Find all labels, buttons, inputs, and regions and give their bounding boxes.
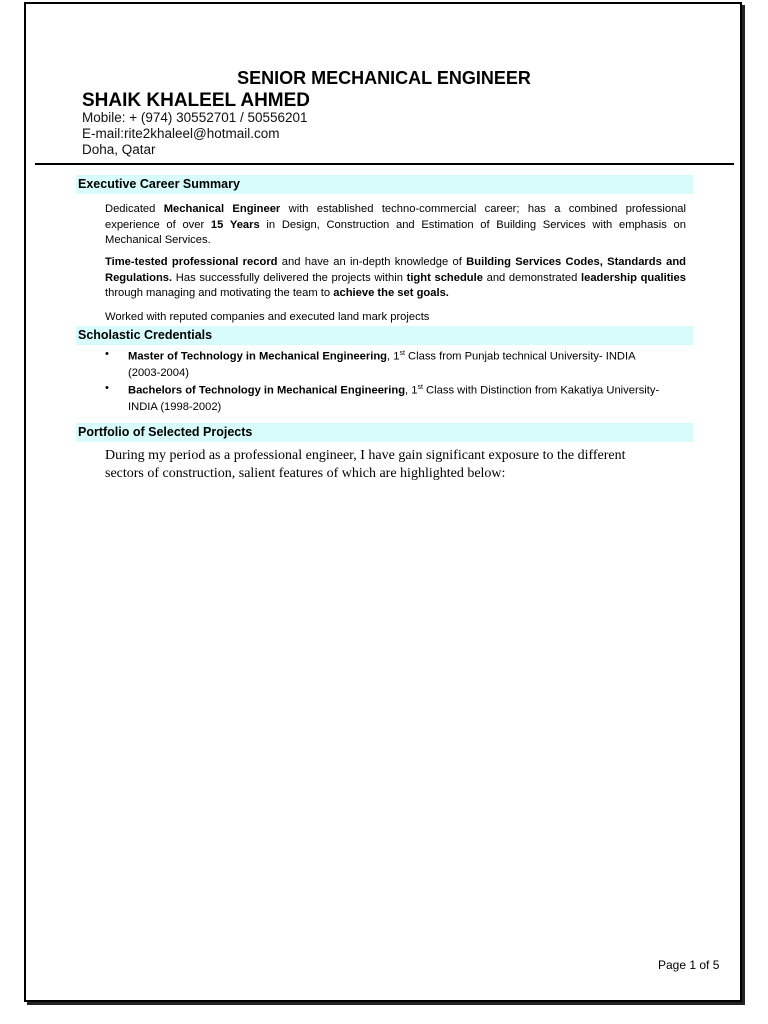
candidate-name: SHAIK KHALEEL AHMED	[82, 90, 311, 111]
superscript: st	[417, 384, 423, 391]
credential-item	[105, 346, 665, 381]
text-bold: Building Services Codes, Standards and Regulations.	[105, 256, 687, 284]
text-bold: achieve the set goals.	[333, 287, 449, 299]
degree: Master of Technology in Mechanical Engineering	[128, 350, 388, 363]
text-bold: Time-tested professional record	[105, 256, 278, 268]
section-heading-summary: Executive Career Summary	[76, 175, 693, 194]
text-bold: 15 Years	[210, 218, 260, 231]
text: Class with Distinction from Kakatiya University- INDIA (1998-2002)	[128, 384, 660, 413]
text: Dedicated	[105, 203, 164, 215]
portfolio-intro: During my period as a professional engineer, I have gain significant exposure to the different sectors of construction, salient features of which are highlighted below:	[105, 448, 626, 481]
page-number: Page 1 of 5	[658, 958, 720, 972]
text: and demonstrated	[482, 271, 581, 284]
summary-paragraph-2	[105, 255, 686, 302]
text-bold: tight schedule	[406, 271, 483, 284]
header-divider	[35, 163, 734, 165]
text: , 1	[405, 384, 418, 397]
section-heading-credentials: Scholastic Credentials	[76, 326, 693, 345]
superscript: st	[399, 350, 405, 357]
text: with established techno-commercial career; has a combined professional experience of over	[105, 203, 686, 231]
text: , 1	[387, 350, 400, 363]
section-heading-portfolio: Portfolio of Selected Projects	[76, 423, 693, 442]
text: Class from Punjab technical University- INDIA (2003-2004)	[128, 350, 635, 379]
email-address: E-mail:rite2khaleel@hotmail.com	[82, 126, 280, 141]
summary-paragraph-1	[105, 202, 686, 249]
text-bold: leadership qualities	[580, 271, 686, 284]
bullet-icon: •	[105, 348, 109, 360]
resume-title: SENIOR MECHANICAL ENGINEER	[237, 68, 531, 88]
text: and have an in-depth knowledge of	[277, 256, 467, 268]
text: in Design, Construction and Estimation of Building Services with emphasis on Mechanical Services.	[105, 218, 686, 246]
text: Has successfully delivered the projects within	[172, 271, 407, 284]
text: through managing and motivating the team to	[105, 287, 334, 299]
credential-item	[105, 380, 665, 415]
degree: Bachelors of Technology in Mechanical Engineering	[128, 384, 406, 397]
location: Doha, Qatar	[82, 142, 156, 157]
summary-paragraph-3: Worked with reputed companies and executed land mark projects	[105, 311, 430, 323]
bullet-icon: •	[105, 382, 109, 394]
mobile-number: Mobile: + (974) 30552701 / 50556201	[82, 110, 308, 125]
text-bold: Mechanical Engineer	[163, 203, 281, 215]
